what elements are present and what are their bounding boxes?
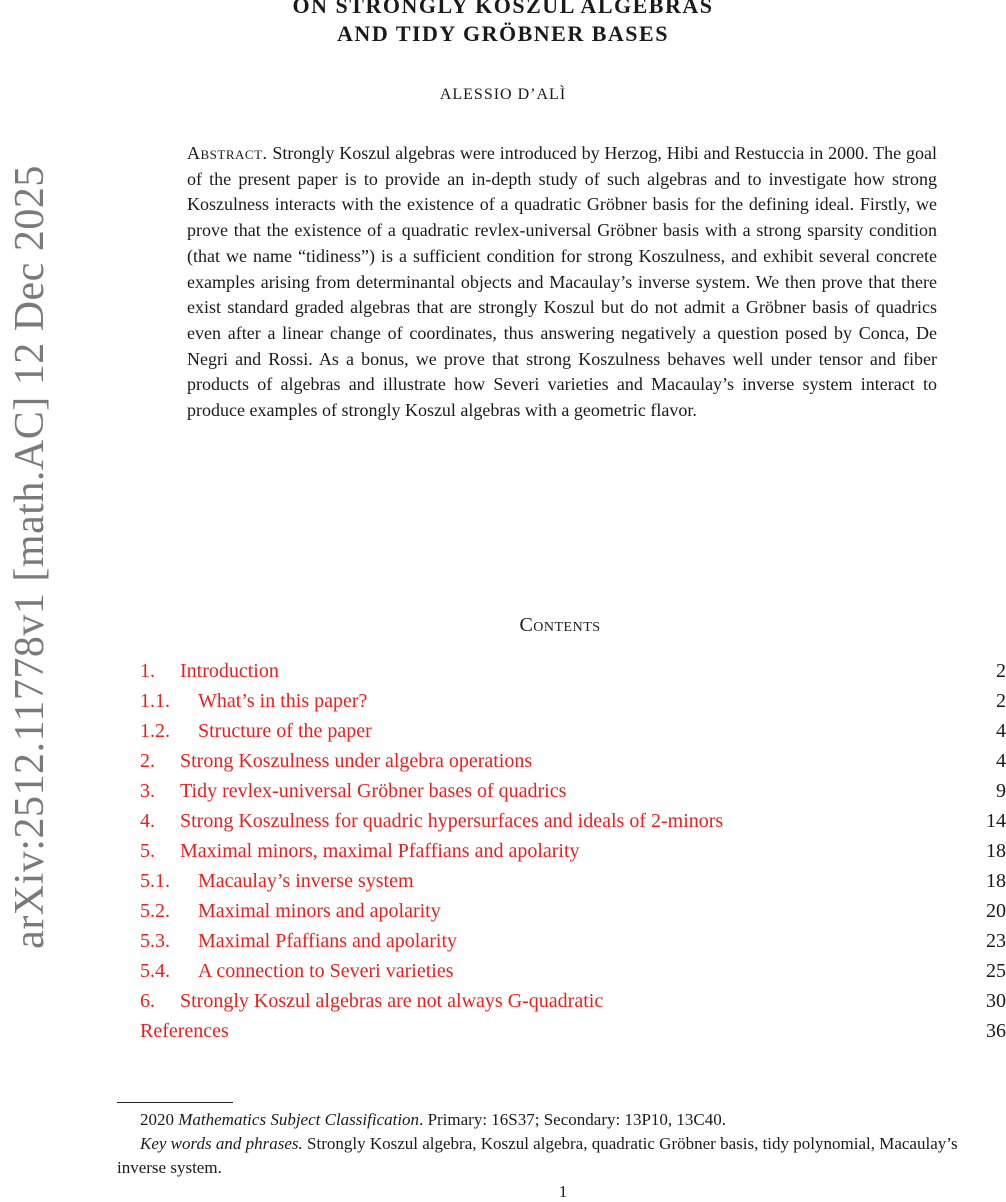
keywords-text: Strongly Koszul algebra, Koszul algebra, quadratic Gröbner basis, tidy polynomial, Macaulay’s inverse system.: [117, 1134, 958, 1177]
toc-entry[interactable]: [140, 986, 1006, 1016]
toc-entry[interactable]: [140, 956, 1006, 986]
toc-entry-number[interactable]: 5.: [140, 840, 155, 862]
toc-entry-link[interactable]: Strong Koszulness under algebra operations: [180, 750, 533, 772]
footnote-msc: [117, 1108, 1006, 1132]
toc-entry-page: 20: [986, 900, 1006, 922]
abstract-label: Abstract.: [187, 143, 268, 163]
toc-entry-number[interactable]: 5.4.: [140, 960, 170, 982]
toc-entry-number[interactable]: 5.2.: [140, 900, 170, 922]
arxiv-stamp: [0, 0, 60, 1200]
toc-entry-page: 30: [986, 990, 1006, 1012]
toc-entry-number[interactable]: 1.1.: [140, 690, 170, 712]
toc-entry-number[interactable]: 5.3.: [140, 930, 170, 952]
toc-entry-page: 9: [996, 780, 1006, 802]
toc-entry-link[interactable]: What’s in this paper?: [198, 690, 368, 712]
toc-entry-page: 36: [986, 1020, 1006, 1042]
toc-entry-link[interactable]: Introduction: [180, 660, 279, 682]
title-line-2: AND TIDY GRÖBNER BASES: [337, 21, 669, 46]
keywords-label: Key words and phrases.: [140, 1134, 303, 1153]
toc-entry-page: 2: [996, 660, 1006, 682]
toc-entry-page: 18: [986, 870, 1006, 892]
toc-entry-link[interactable]: Strong Koszulness for quadric hypersurfaces and ideals of 2-minors: [180, 810, 724, 832]
toc-entry[interactable]: [140, 686, 1006, 716]
toc-entry-link[interactable]: Maximal Pfaffians and apolarity: [198, 930, 458, 952]
author-name: ALESSIO D’ALÌ: [439, 86, 567, 103]
toc-entry-number[interactable]: 2.: [140, 750, 155, 772]
toc-entry-number[interactable]: 1.: [140, 660, 155, 682]
toc-entry-number[interactable]: 6.: [140, 990, 155, 1012]
toc-entry-link[interactable]: Structure of the paper: [198, 720, 372, 742]
toc-entry-link[interactable]: Maximal minors and apolarity: [198, 900, 441, 922]
toc-entry-page: 14: [986, 810, 1006, 832]
toc-entry-link[interactable]: References: [140, 1020, 229, 1042]
contents-heading: Contents: [519, 614, 601, 636]
toc-entry[interactable]: [140, 836, 1006, 866]
toc-entry[interactable]: [140, 746, 1006, 776]
abstract-text: Strongly Koszul algebras were introduced by Herzog, Hibi and Restuccia in 2000. The goal of the present paper is to provide an in-depth study of such algebras and to investigate how strong Koszulness interacts with the existence of a quadratic Gröbner basis for the defining ideal. Firstly, we prove that the existence of a quadratic revlex-universal Gröbner basis with a strong sparsity condition (that we name “tidiness”) is a sufficient condition for strong Koszulness, and exhibit several concrete examples arising from determinantal objects and Macaulay’s inverse system. We then prove that there exist standard graded algebras that are strongly Koszul but do not admit a Gröbner basis of quadrics even after a linear change of coordinates, thus answering negatively a question posed by Conca, De Negri and Rossi. As a bonus, we prove that strong Koszulness behaves well under tensor and fiber products of algebras and illustrate how Severi varieties and Macaulay’s inverse system interact to produce examples of strongly Koszul algebras with a geometric flavor.: [187, 143, 938, 421]
toc-entry[interactable]: [140, 776, 1006, 806]
msc-label: Mathematics Subject Classification: [178, 1110, 420, 1129]
toc-entry-page: 2: [996, 690, 1006, 712]
toc-entry-number[interactable]: 3.: [140, 780, 155, 802]
toc-entry[interactable]: [140, 656, 1006, 686]
toc-entry-page: 25: [986, 960, 1006, 982]
toc-entry-link[interactable]: Strongly Koszul algebras are not always G-quadratic: [180, 990, 604, 1012]
toc-entry[interactable]: [140, 896, 1006, 926]
table-of-contents: [140, 656, 1006, 1046]
toc-entry-number[interactable]: 1.2.: [140, 720, 170, 742]
toc-entry-link[interactable]: A connection to Severi varieties: [198, 960, 454, 982]
msc-text: . Primary: 16S37; Secondary: 13P10, 13C40.: [419, 1110, 727, 1129]
toc-entry[interactable]: [140, 806, 1006, 836]
toc-entry[interactable]: [140, 716, 1006, 746]
toc-entry-page: 4: [996, 750, 1006, 772]
toc-entry[interactable]: [140, 1016, 1006, 1046]
paper-title: [0, 0, 1006, 48]
arxiv-identifier: arXiv:2512.11778v1 [math.AC] 12 Dec 2025: [7, 165, 53, 949]
footnote-keywords: [117, 1132, 1006, 1180]
toc-entry-number[interactable]: 5.1.: [140, 870, 170, 892]
toc-entry-page: 23: [986, 930, 1006, 952]
toc-entry[interactable]: [140, 926, 1006, 956]
page-number: 1: [558, 1182, 568, 1201]
toc-entry-page: 18: [986, 840, 1006, 862]
toc-entry-number[interactable]: 4.: [140, 810, 155, 832]
toc-entry-link[interactable]: Tidy revlex-universal Gröbner bases of quadrics: [180, 780, 567, 802]
msc-year: 2020: [140, 1110, 174, 1129]
title-line-1: ON STRONGLY KOSZUL ALGEBRAS: [292, 0, 714, 18]
toc-entry-link[interactable]: Macaulay’s inverse system: [198, 870, 414, 892]
toc-entry-page: 4: [996, 720, 1006, 742]
abstract: [187, 141, 937, 424]
toc-entry[interactable]: [140, 866, 1006, 896]
toc-entry-link[interactable]: Maximal minors, maximal Pfaffians and apolarity: [180, 840, 580, 862]
footnote-divider: [117, 1102, 233, 1103]
